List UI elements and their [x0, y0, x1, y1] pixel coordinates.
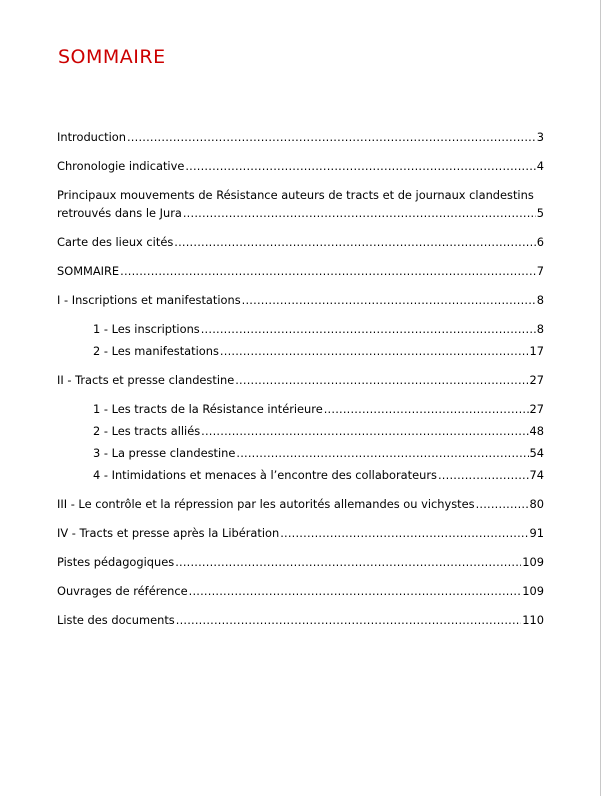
toc-entry-page: 8: [536, 293, 544, 307]
dot-leader: [175, 553, 521, 571]
toc-entry-part4[interactable]: [57, 524, 544, 542]
toc-entry-label: IV - Tracts et presse après la Libération: [57, 526, 280, 540]
dot-leader: [176, 611, 522, 629]
toc-entry-mouvements[interactable]: [57, 186, 544, 222]
toc-entry-label: 2 - Les tracts alliés: [93, 424, 201, 438]
toc-entry-label: Pistes pédagogiques: [57, 555, 175, 569]
toc-entry-label: Carte des lieux cités: [57, 235, 174, 249]
dot-leader: [235, 371, 528, 389]
toc-entry-label: 3 - La presse clandestine: [93, 446, 236, 460]
dot-leader: [174, 233, 535, 251]
toc-entry-pistes[interactable]: [57, 553, 544, 571]
dot-leader: [185, 157, 535, 175]
page-title: SOMMAIRE: [58, 46, 166, 68]
toc-entry-page: 48: [529, 424, 544, 438]
toc-entry-label: I - Inscriptions et manifestations: [57, 293, 241, 307]
toc-entry-label-line2: retrouvés dans le Jura: [57, 206, 182, 220]
toc-entry-page: 3: [536, 130, 544, 144]
toc-entry-label: 4 - Intimidations et menaces à l’encontre des collaborateurs: [93, 468, 437, 482]
toc-entry-introduction[interactable]: [57, 128, 544, 146]
toc-entry-part2-1[interactable]: [57, 400, 544, 418]
dot-leader: [183, 204, 536, 222]
toc-entry-part1-1[interactable]: [57, 320, 544, 338]
toc-entry-sommaire[interactable]: [57, 262, 544, 280]
table-of-contents: [57, 128, 544, 629]
toc-entry-page: 27: [529, 373, 544, 387]
toc-entry-part2[interactable]: [57, 371, 544, 389]
toc-entry-label: Ouvrages de référence: [57, 584, 188, 598]
toc-entry-carte[interactable]: [57, 233, 544, 251]
dot-leader: [280, 524, 528, 542]
toc-entry-chronologie[interactable]: [57, 157, 544, 175]
toc-entry-part1[interactable]: [57, 291, 544, 309]
toc-entry-page: 27: [529, 402, 544, 416]
toc-entry-page: 6: [536, 235, 544, 249]
toc-entry-label: SOMMAIRE: [57, 264, 120, 278]
dot-leader: [438, 466, 529, 484]
toc-entry-part1-2[interactable]: [57, 342, 544, 360]
dot-leader: [189, 582, 522, 600]
toc-entry-label-line1: Principaux mouvements de Résistance auteurs de tracts et de journaux clandestins: [57, 188, 534, 202]
toc-entry-ouvrages[interactable]: [57, 582, 544, 600]
toc-entry-part2-2[interactable]: [57, 422, 544, 440]
toc-entry-label: 1 - Les inscriptions: [93, 322, 200, 336]
toc-entry-part2-3[interactable]: [57, 444, 544, 462]
toc-entry-page: 54: [529, 446, 544, 460]
toc-entry-page: 109: [522, 584, 544, 598]
toc-entry-page: 91: [529, 526, 544, 540]
dot-leader: [120, 262, 536, 280]
toc-entry-liste[interactable]: [57, 611, 544, 629]
toc-entry-label: II - Tracts et presse clandestine: [57, 373, 235, 387]
toc-entry-page: 7: [536, 264, 544, 278]
dot-leader: [324, 400, 529, 418]
dot-leader: [242, 291, 536, 309]
toc-entry-page: 5: [536, 206, 544, 220]
dot-leader: [127, 128, 536, 146]
toc-entry-part3[interactable]: [57, 495, 544, 513]
dot-leader: [220, 342, 529, 360]
toc-entry-label: Introduction: [57, 130, 126, 144]
toc-entry-page: 80: [529, 497, 544, 511]
toc-entry-page: 8: [536, 322, 544, 336]
dot-leader: [201, 422, 528, 440]
dot-leader: [236, 444, 528, 462]
toc-entry-label: Liste des documents: [57, 613, 175, 627]
toc-entry-label: III - Le contrôle et la répression par les autorités allemandes ou vichystes: [57, 497, 475, 511]
toc-entry-label: Chronologie indicative: [57, 159, 185, 173]
dot-leader: [476, 495, 529, 513]
dot-leader: [201, 320, 536, 338]
toc-entry-page: 74: [529, 468, 544, 482]
toc-entry-page: 17: [529, 344, 544, 358]
toc-entry-label: 1 - Les tracts de la Résistance intérieure: [93, 402, 323, 416]
toc-entry-page: 109: [522, 555, 544, 569]
toc-entry-label: 2 - Les manifestations: [93, 344, 219, 358]
toc-entry-page: 110: [522, 613, 544, 627]
toc-entry-page: 4: [536, 159, 544, 173]
toc-entry-part2-4[interactable]: [57, 466, 544, 484]
